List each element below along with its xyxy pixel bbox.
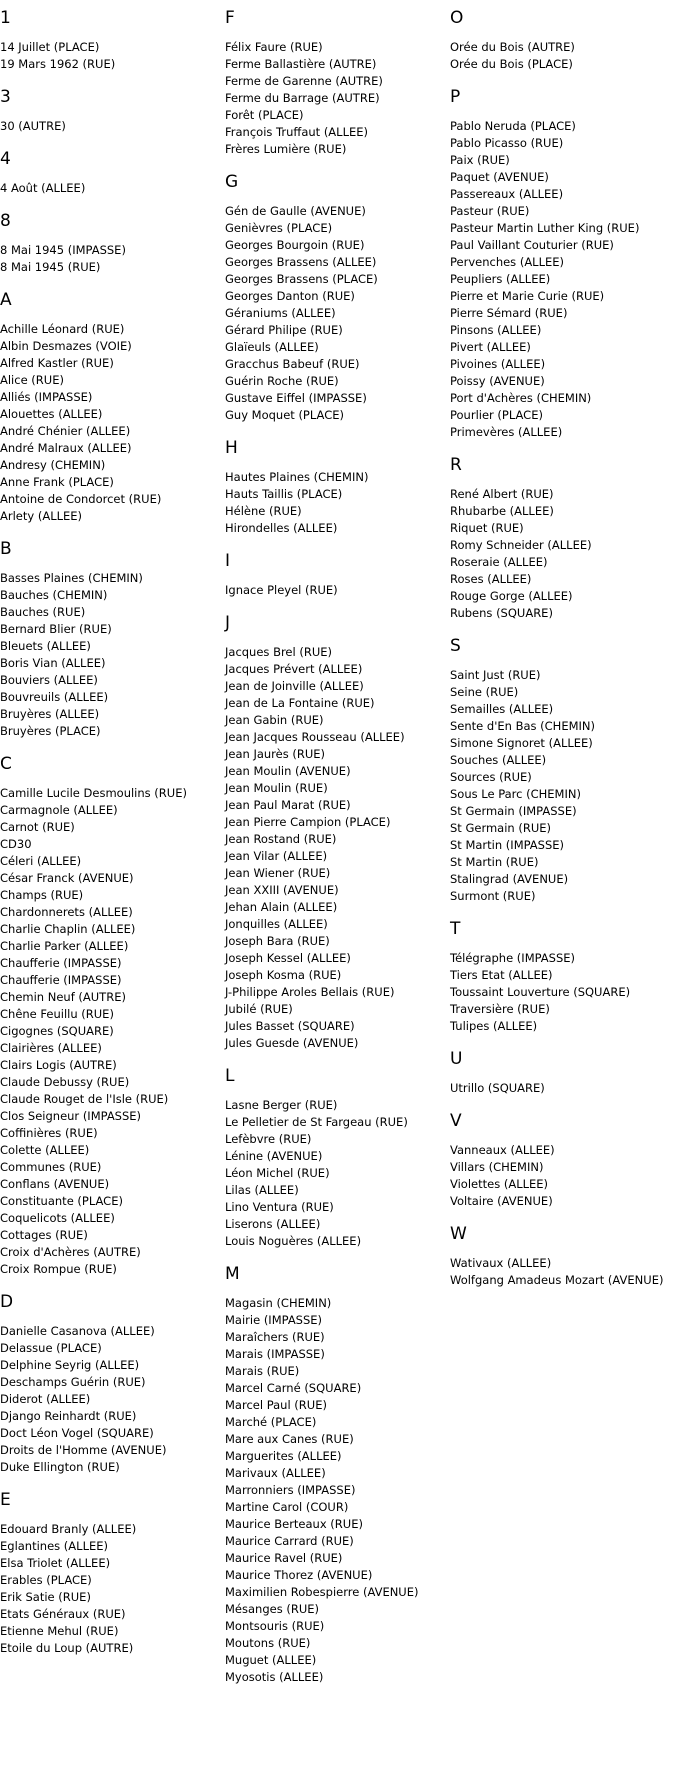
street-entry: Glaïeuls (ALLEE)	[225, 340, 319, 354]
street-entry: Ferme de Garenne (AUTRE)	[225, 74, 383, 88]
street-entry: Pervenches (ALLEE)	[450, 255, 565, 269]
street-list	[225, 203, 450, 424]
street-entry: Guy Moquet (PLACE)	[225, 408, 344, 422]
section-letter-heading: G	[225, 172, 239, 192]
street-entry: Roseraie (ALLEE)	[450, 555, 548, 569]
letter-section	[0, 149, 200, 197]
street-entry: Poissy (AVENUE)	[450, 374, 545, 388]
street-entry: Wativaux (ALLEE)	[450, 1256, 552, 1270]
street-entry: Cigognes (SQUARE)	[0, 1024, 114, 1038]
street-entry: Pourlier (PLACE)	[450, 408, 543, 422]
street-entry: Villars (CHEMIN)	[450, 1160, 544, 1174]
street-entry: Joseph Bara (RUE)	[225, 934, 330, 948]
section-letter-heading: O	[450, 8, 464, 28]
letter-section	[0, 8, 200, 73]
street-entry: Mésanges (RUE)	[225, 1602, 319, 1616]
street-entry: Hauts Taillis (PLACE)	[225, 487, 343, 501]
street-entry: 4 Août (ALLEE)	[0, 181, 86, 195]
street-entry: Sources (RUE)	[450, 770, 532, 784]
street-entry: St Martin (IMPASSE)	[450, 838, 565, 852]
street-entry: Alice (RUE)	[0, 373, 64, 387]
letter-section	[225, 1066, 450, 1250]
street-entry: Pierre et Marie Curie (RUE)	[450, 289, 605, 303]
street-entry: Joseph Kessel (ALLEE)	[225, 951, 351, 965]
street-entry: Port d'Achères (CHEMIN)	[450, 391, 592, 405]
street-list	[225, 1097, 450, 1250]
section-letter-heading: H	[225, 438, 238, 458]
street-entry: Télégraphe (IMPASSE)	[450, 951, 576, 965]
letter-section	[225, 551, 450, 599]
street-entry: Chaufferie (IMPASSE)	[0, 973, 122, 987]
section-letter-heading: T	[450, 919, 461, 939]
street-entry: Géraniums (ALLEE)	[225, 306, 336, 320]
street-list	[450, 486, 675, 622]
street-entry: Gén de Gaulle (AVENUE)	[225, 204, 366, 218]
section-letter-heading: S	[450, 636, 461, 656]
street-list	[0, 570, 200, 740]
letter-section	[225, 613, 450, 1052]
street-entry: Simone Signoret (ALLEE)	[450, 736, 593, 750]
street-entry: Etoile du Loup (AUTRE)	[0, 1641, 134, 1655]
street-entry: Antoine de Condorcet (RUE)	[0, 492, 162, 506]
street-list	[0, 785, 200, 1278]
street-entry: Liserons (ALLEE)	[225, 1217, 321, 1231]
section-letter-heading: D	[0, 1292, 14, 1312]
street-list	[450, 667, 675, 905]
street-entry: Pivoines (ALLEE)	[450, 357, 546, 371]
street-entry: Pablo Neruda (PLACE)	[450, 119, 576, 133]
section-letter-heading: L	[225, 1066, 235, 1086]
street-entry: Boris Vian (ALLEE)	[0, 656, 106, 670]
street-entry: Marivaux (ALLEE)	[225, 1466, 326, 1480]
street-index-column-2	[225, 8, 450, 1700]
street-list	[450, 118, 675, 441]
street-entry: Primevères (ALLEE)	[450, 425, 563, 439]
street-list	[0, 242, 200, 276]
street-entry: St Germain (IMPASSE)	[450, 804, 577, 818]
street-entry: Erables (PLACE)	[0, 1573, 92, 1587]
street-entry: Pasteur Martin Luther King (RUE)	[450, 221, 640, 235]
street-entry: Alouettes (ALLEE)	[0, 407, 103, 421]
street-entry: Deschamps Guérin (RUE)	[0, 1375, 146, 1389]
section-letter-heading: E	[0, 1490, 11, 1510]
letter-section	[0, 290, 200, 525]
street-entry: Myosotis (ALLEE)	[225, 1670, 324, 1684]
street-entry: Marais (IMPASSE)	[225, 1347, 325, 1361]
street-entry: Pinsons (ALLEE)	[450, 323, 542, 337]
street-list	[225, 582, 450, 599]
street-entry: Muguet (ALLEE)	[225, 1653, 317, 1667]
street-entry: Delphine Seyrig (ALLEE)	[0, 1358, 140, 1372]
street-entry: Le Pelletier de St Fargeau (RUE)	[225, 1115, 408, 1129]
letter-section	[450, 1111, 675, 1210]
street-entry: Voltaire (AVENUE)	[450, 1194, 553, 1208]
section-letter-heading: W	[450, 1224, 467, 1244]
street-list	[225, 644, 450, 1052]
section-letter-heading: P	[450, 87, 461, 107]
street-entry: Rhubarbe (ALLEE)	[450, 504, 554, 518]
street-entry: Félix Faure (RUE)	[225, 40, 323, 54]
street-entry: Traversière (RUE)	[450, 1002, 550, 1016]
street-entry: Bouvreuils (ALLEE)	[0, 690, 109, 704]
street-entry: Jean Vilar (ALLEE)	[225, 849, 328, 863]
street-entry: Guérin Roche (RUE)	[225, 374, 339, 388]
street-entry: Marcel Paul (RUE)	[225, 1398, 327, 1412]
street-entry: André Malraux (ALLEE)	[0, 441, 132, 455]
street-list	[225, 39, 450, 158]
street-entry: Chemin Neuf (AUTRE)	[0, 990, 126, 1004]
street-entry: Chardonnerets (ALLEE)	[0, 905, 133, 919]
street-entry: Erik Satie (RUE)	[0, 1590, 91, 1604]
street-entry: Paix (RUE)	[450, 153, 510, 167]
street-entry: Basses Plaines (CHEMIN)	[0, 571, 143, 585]
street-entry: Duke Ellington (RUE)	[0, 1460, 120, 1474]
letter-section	[0, 1490, 200, 1657]
section-letter-heading: 3	[0, 87, 11, 107]
street-list	[450, 39, 675, 73]
street-entry: Bauches (CHEMIN)	[0, 588, 108, 602]
street-index-column-1	[0, 8, 200, 1671]
street-entry: Orée du Bois (AUTRE)	[450, 40, 575, 54]
letter-section	[0, 754, 200, 1278]
street-entry: Marché (PLACE)	[225, 1415, 317, 1429]
street-entry: Romy Schneider (ALLEE)	[450, 538, 592, 552]
street-list	[0, 180, 200, 197]
street-entry: Jubilé (RUE)	[225, 1002, 293, 1016]
street-entry: Alliés (IMPASSE)	[0, 390, 93, 404]
street-entry: Bouviers (ALLEE)	[0, 673, 98, 687]
street-entry: René Albert (RUE)	[450, 487, 554, 501]
street-entry: Lino Ventura (RUE)	[225, 1200, 334, 1214]
street-entry: Jacques Prévert (ALLEE)	[225, 662, 363, 676]
street-entry: Cottages (RUE)	[0, 1228, 88, 1242]
street-entry: 19 Mars 1962 (RUE)	[0, 57, 116, 71]
street-entry: Elsa Triolet (ALLEE)	[0, 1556, 111, 1570]
section-letter-heading: F	[225, 8, 235, 28]
street-entry: Bauches (RUE)	[0, 605, 86, 619]
street-entry: Souches (ALLEE)	[450, 753, 547, 767]
street-entry: Chaufferie (IMPASSE)	[0, 956, 122, 970]
street-entry: Danielle Casanova (ALLEE)	[0, 1324, 155, 1338]
street-entry: Pierre Sémard (RUE)	[450, 306, 568, 320]
street-entry: Coquelicots (ALLEE)	[0, 1211, 115, 1225]
street-entry: Gustave Eiffel (IMPASSE)	[225, 391, 367, 405]
street-entry: Constituante (PLACE)	[0, 1194, 123, 1208]
street-entry: Diderot (ALLEE)	[0, 1392, 91, 1406]
street-entry: 14 Juillet (PLACE)	[0, 40, 100, 54]
street-entry: Roses (ALLEE)	[450, 572, 532, 586]
street-entry: Jean Paul Marat (RUE)	[225, 798, 351, 812]
street-entry: Clos Seigneur (IMPASSE)	[0, 1109, 142, 1123]
street-index-column-3	[450, 8, 675, 1303]
letter-section	[0, 539, 200, 740]
street-entry: Clairières (ALLEE)	[0, 1041, 102, 1055]
street-entry: Jean Gabin (RUE)	[225, 713, 324, 727]
street-entry: Jonquilles (ALLEE)	[225, 917, 328, 931]
street-entry: Orée du Bois (PLACE)	[450, 57, 573, 71]
street-entry: CD30	[0, 837, 32, 851]
street-entry: Droits de l'Homme (AVENUE)	[0, 1443, 167, 1457]
street-entry: Lénine (AVENUE)	[225, 1149, 323, 1163]
section-letter-heading: 1	[0, 8, 11, 28]
street-entry: Jean Jaurès (RUE)	[225, 747, 326, 761]
street-entry: Magasin (CHEMIN)	[225, 1296, 332, 1310]
street-entry: Jean Moulin (AVENUE)	[225, 764, 351, 778]
street-entry: Pivert (ALLEE)	[450, 340, 531, 354]
street-entry: Louis Noguères (ALLEE)	[225, 1234, 362, 1248]
street-entry: Jean Moulin (RUE)	[225, 781, 328, 795]
street-entry: Frères Lumière (RUE)	[225, 142, 347, 156]
street-list	[225, 469, 450, 537]
street-entry: Georges Danton (RUE)	[225, 289, 355, 303]
street-entry: Sous Le Parc (CHEMIN)	[450, 787, 581, 801]
street-entry: Champs (RUE)	[0, 888, 84, 902]
street-entry: Claude Debussy (RUE)	[0, 1075, 130, 1089]
street-entry: Pablo Picasso (RUE)	[450, 136, 564, 150]
street-entry: Albin Desmazes (VOIE)	[0, 339, 132, 353]
street-entry: Maurice Ravel (RUE)	[225, 1551, 343, 1565]
street-entry: Jean de Joinville (ALLEE)	[225, 679, 364, 693]
street-entry: Marguerites (ALLEE)	[225, 1449, 342, 1463]
street-entry: Toussaint Louverture (SQUARE)	[450, 985, 631, 999]
street-entry: Andresy (CHEMIN)	[0, 458, 106, 472]
street-entry: Conflans (AVENUE)	[0, 1177, 110, 1191]
street-entry: Marronniers (IMPASSE)	[225, 1483, 356, 1497]
street-entry: Coffinières (RUE)	[0, 1126, 98, 1140]
street-entry: Communes (RUE)	[0, 1160, 102, 1174]
street-entry: Sente d'En Bas (CHEMIN)	[450, 719, 595, 733]
street-entry: Lasne Berger (RUE)	[225, 1098, 338, 1112]
street-entry: Etienne Mehul (RUE)	[0, 1624, 119, 1638]
street-entry: Eglantines (ALLEE)	[0, 1539, 108, 1553]
letter-section	[225, 172, 450, 424]
street-entry: Colette (ALLEE)	[0, 1143, 90, 1157]
section-letter-heading: U	[450, 1049, 463, 1069]
section-letter-heading: M	[225, 1264, 240, 1284]
letter-section	[0, 1292, 200, 1476]
street-entry: Rouge Gorge (ALLEE)	[450, 589, 573, 603]
street-entry: Bleuets (ALLEE)	[0, 639, 91, 653]
street-entry: Bernard Blier (RUE)	[0, 622, 112, 636]
letter-section	[225, 438, 450, 537]
street-entry: Bruyères (PLACE)	[0, 724, 101, 738]
letter-section	[225, 1264, 450, 1686]
letter-section	[450, 455, 675, 622]
letter-section	[225, 8, 450, 158]
street-entry: 8 Mai 1945 (IMPASSE)	[0, 243, 126, 257]
street-entry: Charlie Chaplin (ALLEE)	[0, 922, 136, 936]
section-letter-heading: J	[225, 613, 231, 633]
street-list	[450, 1142, 675, 1210]
street-entry: Genièvres (PLACE)	[225, 221, 333, 235]
street-entry: Croix Rompue (RUE)	[0, 1262, 117, 1276]
street-entry: Montsouris (RUE)	[225, 1619, 325, 1633]
street-entry: Maurice Thorez (AVENUE)	[225, 1568, 373, 1582]
street-entry: Surmont (RUE)	[450, 889, 536, 903]
letter-section	[450, 87, 675, 441]
section-letter-heading: I	[225, 551, 231, 571]
street-entry: Bruyères (ALLEE)	[0, 707, 100, 721]
street-entry: Marais (RUE)	[225, 1364, 300, 1378]
street-entry: St Germain (RUE)	[450, 821, 552, 835]
street-entry: Django Reinhardt (RUE)	[0, 1409, 137, 1423]
street-entry: Jean Jacques Rousseau (ALLEE)	[225, 730, 405, 744]
letter-section	[450, 1049, 675, 1097]
street-entry: Passereaux (ALLEE)	[450, 187, 564, 201]
street-entry: Ignace Pleyel (RUE)	[225, 583, 338, 597]
street-entry: Joseph Kosma (RUE)	[225, 968, 342, 982]
street-list	[0, 118, 200, 135]
street-list	[0, 1323, 200, 1476]
street-entry: Etats Généraux (RUE)	[0, 1607, 126, 1621]
street-entry: Carmagnole (ALLEE)	[0, 803, 118, 817]
street-entry: Maraîchers (RUE)	[225, 1330, 325, 1344]
letter-section	[450, 1224, 675, 1289]
section-letter-heading: V	[450, 1111, 462, 1131]
letter-section	[450, 919, 675, 1035]
street-list	[450, 950, 675, 1035]
street-entry: Lefèbvre (RUE)	[225, 1132, 312, 1146]
street-entry: André Chénier (ALLEE)	[0, 424, 131, 438]
street-entry: Hautes Plaines (CHEMIN)	[225, 470, 369, 484]
street-entry: Martine Carol (COUR)	[225, 1500, 349, 1514]
street-entry: Jean XXIII (AVENUE)	[225, 883, 339, 897]
street-entry: Riquet (RUE)	[450, 521, 524, 535]
street-entry: Claude Rouget de l'Isle (RUE)	[0, 1092, 169, 1106]
street-entry: Jean Wiener (RUE)	[225, 866, 331, 880]
street-entry: Violettes (ALLEE)	[450, 1177, 549, 1191]
section-letter-heading: 4	[0, 149, 11, 169]
street-entry: Jean Pierre Campion (PLACE)	[225, 815, 391, 829]
street-entry: Mairie (IMPASSE)	[225, 1313, 323, 1327]
street-entry: Forêt (PLACE)	[225, 108, 304, 122]
street-entry: Jules Basset (SQUARE)	[225, 1019, 355, 1033]
street-entry: Saint Just (RUE)	[450, 668, 541, 682]
street-entry: Georges Bourgoin (RUE)	[225, 238, 365, 252]
street-entry: 8 Mai 1945 (RUE)	[0, 260, 101, 274]
street-entry: César Franck (AVENUE)	[0, 871, 134, 885]
street-entry: Hirondelles (ALLEE)	[225, 521, 338, 535]
street-entry: Ferme Ballastière (AUTRE)	[225, 57, 377, 71]
street-entry: Jules Guesde (AVENUE)	[225, 1036, 359, 1050]
street-entry: Achille Léonard (RUE)	[0, 322, 125, 336]
section-letter-heading: A	[0, 290, 12, 310]
street-entry: Lilas (ALLEE)	[225, 1183, 299, 1197]
street-entry: Georges Brassens (PLACE)	[225, 272, 378, 286]
street-entry: Charlie Parker (ALLEE)	[0, 939, 129, 953]
street-entry: Arlety (ALLEE)	[0, 509, 83, 523]
street-entry: Gérard Philipe (RUE)	[225, 323, 343, 337]
street-entry: Céleri (ALLEE)	[0, 854, 82, 868]
street-entry: Clairs Logis (AUTRE)	[0, 1058, 117, 1072]
street-entry: Stalingrad (AVENUE)	[450, 872, 569, 886]
street-list	[0, 1521, 200, 1657]
street-entry: Rubens (SQUARE)	[450, 606, 553, 620]
street-entry: Vanneaux (ALLEE)	[450, 1143, 555, 1157]
street-entry: Jehan Alain (ALLEE)	[225, 900, 338, 914]
street-entry: Delassue (PLACE)	[0, 1341, 102, 1355]
street-entry: Anne Frank (PLACE)	[0, 475, 114, 489]
street-entry: Maurice Carrard (RUE)	[225, 1534, 354, 1548]
street-entry: 30 (AUTRE)	[0, 119, 66, 133]
street-entry: Mare aux Canes (RUE)	[225, 1432, 354, 1446]
street-entry: Carnot (RUE)	[0, 820, 75, 834]
street-entry: Chêne Feuillu (RUE)	[0, 1007, 114, 1021]
street-entry: Tiers Etat (ALLEE)	[450, 968, 553, 982]
street-entry: Gracchus Babeuf (RUE)	[225, 357, 360, 371]
section-letter-heading: R	[450, 455, 462, 475]
letter-section	[0, 87, 200, 135]
letter-section	[450, 636, 675, 905]
street-entry: Pasteur (RUE)	[450, 204, 530, 218]
section-letter-heading: B	[0, 539, 12, 559]
street-entry: Wolfgang Amadeus Mozart (AVENUE)	[450, 1273, 664, 1287]
street-entry: Jean de La Fontaine (RUE)	[225, 696, 375, 710]
street-entry: Hélène (RUE)	[225, 504, 302, 518]
street-list	[450, 1255, 675, 1289]
street-entry: Doct Léon Vogel (SQUARE)	[0, 1426, 154, 1440]
street-entry: Paquet (AVENUE)	[450, 170, 549, 184]
street-list	[450, 1080, 675, 1097]
letter-section	[0, 211, 200, 276]
street-entry: Peupliers (ALLEE)	[450, 272, 551, 286]
street-list	[0, 39, 200, 73]
section-letter-heading: 8	[0, 211, 11, 231]
street-entry: Utrillo (SQUARE)	[450, 1081, 545, 1095]
street-entry: Maximilien Robespierre (AVENUE)	[225, 1585, 419, 1599]
street-entry: St Martin (RUE)	[450, 855, 539, 869]
letter-section	[450, 8, 675, 73]
street-entry: Croix d'Achères (AUTRE)	[0, 1245, 141, 1259]
street-entry: Léon Michel (RUE)	[225, 1166, 330, 1180]
street-entry: Paul Vaillant Couturier (RUE)	[450, 238, 614, 252]
street-entry: Maurice Berteaux (RUE)	[225, 1517, 363, 1531]
street-list	[0, 321, 200, 525]
street-entry: Camille Lucile Desmoulins (RUE)	[0, 786, 187, 800]
street-entry: Semailles (ALLEE)	[450, 702, 554, 716]
street-entry: Moutons (RUE)	[225, 1636, 311, 1650]
street-entry: Alfred Kastler (RUE)	[0, 356, 114, 370]
street-entry: Jean Rostand (RUE)	[225, 832, 337, 846]
street-entry: Tulipes (ALLEE)	[450, 1019, 538, 1033]
street-entry: J-Philippe Aroles Bellais (RUE)	[225, 985, 395, 999]
street-entry: Jacques Brel (RUE)	[225, 645, 333, 659]
street-entry: Seine (RUE)	[450, 685, 519, 699]
street-list	[225, 1295, 450, 1686]
street-entry: Ferme du Barrage (AUTRE)	[225, 91, 380, 105]
street-entry: Edouard Branly (ALLEE)	[0, 1522, 137, 1536]
street-entry: François Truffaut (ALLEE)	[225, 125, 369, 139]
section-letter-heading: C	[0, 754, 12, 774]
street-entry: Marcel Carné (SQUARE)	[225, 1381, 362, 1395]
street-entry: Georges Brassens (ALLEE)	[225, 255, 377, 269]
